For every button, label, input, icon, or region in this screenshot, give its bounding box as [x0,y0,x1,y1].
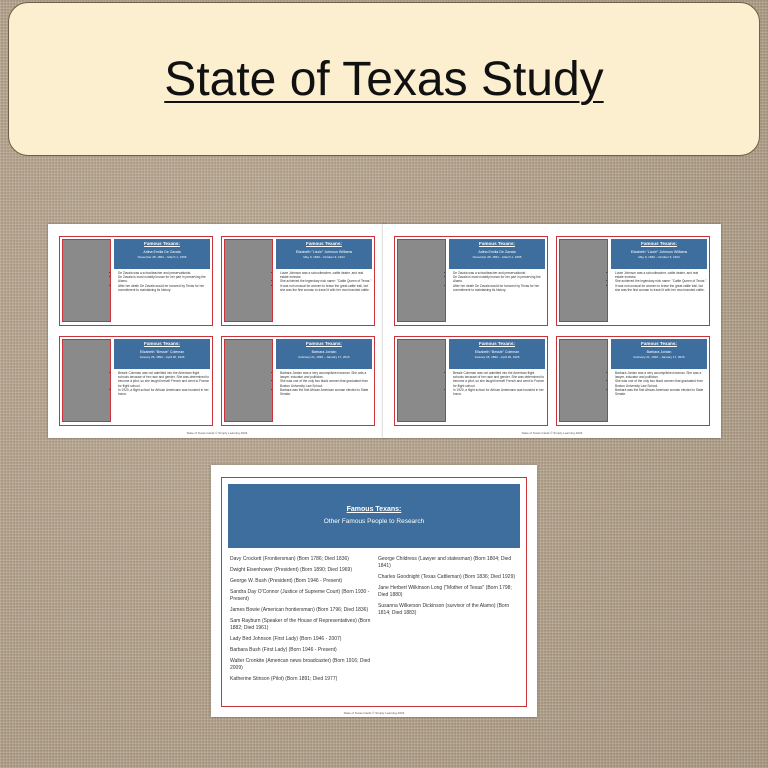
card-bullets [276,371,372,396]
card-dates: February 21, 1936 – January 17, 2016 [633,355,685,359]
research-entry: Walter Cronkite (American news broadcaster) (Born 1916; Died 2009) [230,658,371,671]
bullet: • In 1920, a flight school for African Americans was founded in her honor. [118,388,210,396]
card-header [611,339,707,369]
bullet: • De Zavala was a schoolteacher and preservationist. [118,271,210,275]
card-name: Barbara Jordan [311,350,337,354]
bullet: • After her death De Zavala would be honored by Texas for her commitment to maintaining its history. [118,284,210,292]
card-header [114,239,210,269]
portrait-photo [224,339,273,422]
card-dates: January 26, 1892 – April 30, 1926 [474,355,520,359]
research-right-column [378,556,520,687]
research-entry: Jane Herbert Wilkinson Long ("Mother of Texas" (Born 1798; Died 1880) [378,585,512,598]
research-entry: Susanna Wilkerson Dickinson (survivor of the Alamo) (Born 1814; Died 1883) [378,603,510,616]
bullet: • De Zavala was a schoolteacher and preservationist. [453,271,545,275]
card-heading: Famous Texans: [144,341,180,346]
card-lizzie-johnson [221,236,375,326]
portrait-photo [62,239,111,322]
bullet: • She achieved the legendary nick name: "Cattle Queen of Texas." [280,279,372,283]
card-lizzie-johnson [556,236,710,326]
card-bullets [449,271,545,292]
card-sheet-preview-left [48,224,386,438]
card-name: Elizabeth "Bessie" Coleman [139,350,185,354]
research-entry: Davy Crockett (Frontiersman) (Born 1786; Died 1836) [230,556,349,562]
research-entry: George Childress (Lawyer and statesman) (Born 1804; Died 1841) [378,556,512,569]
card-bullets [449,371,545,396]
card-name: Barbara Jordan [646,350,672,354]
bullet: • In 1920, a flight school for African Americans was founded in her honor. [453,388,545,396]
card-bullets [611,271,707,292]
bullet: • Barbara was the first African American woman elected to State Senate. [615,388,707,396]
card-heading: Famous Texans: [641,341,677,346]
research-left-column [230,556,372,687]
card-heading: Famous Texans: [479,241,515,246]
card-bullets [276,271,372,292]
card-bullets [114,271,210,292]
card-barbara-jordan [221,336,375,426]
bullet: • She was one of the only two black women that graduated from Boston University Law School. [280,379,372,387]
card-bullets [114,371,210,396]
bullet: • De Zavala is most notably known for her part in preserving the Alamo. [118,275,210,283]
card-header [449,239,545,269]
research-entry: James Bowie (American frontiersman) (Born 1796; Died 1836) [230,607,369,613]
title-banner [8,2,760,156]
card-dates: November 28, 1861 – March 1, 1955 [137,255,187,259]
bullet: • It was not unusual for women to brave the great cattle trail, but she was the first woman to travel it with her own branded cattle. [280,284,372,292]
bullet: • Barbara was the first African American woman elected to State Senate. [280,388,372,396]
card-dates: January 26, 1892 – April 30, 1926 [139,355,185,359]
research-sheet-preview [211,465,537,717]
card-heading: Famous Texans: [306,241,342,246]
sheet-footer: State of Texas Cards © Simply Learning 2023 [186,431,248,435]
research-card [221,477,527,707]
research-entry: George W. Bush (President) (Born 1946 - Present) [230,578,342,584]
portrait-photo [559,339,608,422]
card-de-zavala [59,236,213,326]
card-name: Adina Emilia De Zavala [143,250,181,254]
card-header [449,339,545,369]
portrait-photo [397,339,446,422]
portrait-photo [559,239,608,322]
portrait-photo [62,339,111,422]
bullet: • She achieved the legendary nick name: "Cattle Queen of Texas." [615,279,707,283]
portrait-photo [397,239,446,322]
research-header [228,484,520,548]
research-entry: Dwight Eisenhower (President) (Born 1890; Died 1969) [230,567,353,573]
research-columns [230,556,520,687]
card-header [276,239,372,269]
page-title: State of Texas Study [164,52,604,106]
card-header [276,339,372,369]
card-heading: Famous Texans: [144,241,180,246]
bullet: • Lizzie Johnson was a schoolteacher, cattle dealer, and real estate investor. [280,271,372,279]
card-header [611,239,707,269]
card-bullets [611,371,707,396]
card-de-zavala [394,236,548,326]
sheet-footer: State of Texas Cards © Simply Learning 2023 [343,711,405,715]
card-header [114,339,210,369]
card-dates: May 9, 1840 – October 9, 1924 [638,255,680,259]
bullet: • Barbara Jordan was a very accomplished woman. She was a lawyer, educator and politician. [280,371,372,379]
card-sheet-preview-right [383,224,721,438]
bullet: • Barbara Jordan was a very accomplished woman. She was a lawyer, educator and politician. [615,371,707,379]
card-bessie-coleman [59,336,213,426]
research-subheading: Other Famous People to Research [323,518,425,525]
research-entry: Charles Goodnight (Texas Cattleman) (Born 1836; Died 1929) [378,574,516,580]
card-name: Elizabeth "Lizzie" Johnson Williams [295,250,353,254]
card-name: Adina Emilia De Zavala [478,250,516,254]
research-entry: Barbara Bush (First Lady) (Born 1946 - Present) [230,647,337,653]
bullet: • Lizzie Johnson was a schoolteacher, cattle dealer, and real estate investor. [615,271,707,279]
card-heading: Famous Texans: [479,341,515,346]
card-name: Elizabeth "Lizzie" Johnson Williams [630,250,688,254]
bullet: • After her death De Zavala would be honored by Texas for her commitment to maintaining its history. [453,284,545,292]
research-entry: Sandra Day O'Connor (Justice of Supreme Court) (Born 1930 - Present) [230,589,370,602]
card-dates: February 21, 1936 – January 17, 2016 [298,355,350,359]
sheet-footer: State of Texas Cards © Simply Learning 2023 [521,431,583,435]
card-heading: Famous Texans: [641,241,677,246]
card-dates: November 28, 1861 – March 1, 1955 [472,255,522,259]
card-barbara-jordan [556,336,710,426]
card-bessie-coleman [394,336,548,426]
bullet: • Bessie Coleman was not admitted into the American flight schools because of her race and gender. She was determined to become a pilot, so she taught herself French and went to France for flight school. [118,371,210,388]
bullet: • She was one of the only two black women that graduated from Boston University Law School. [615,379,707,387]
research-heading: Famous Texans: [346,506,402,513]
bullet: • Bessie Coleman was not admitted into the American flight schools because of her race and gender. She was determined to become a pilot, so she taught herself French and went to France for flight school. [453,371,545,388]
research-entry: Lady Bird Johnson (First Lady) (Born 1946 - 2007) [230,636,342,642]
card-dates: May 9, 1840 – October 9, 1924 [303,255,345,259]
card-name: Elizabeth "Bessie" Coleman [474,350,520,354]
research-entry: Sam Rayburn (Speaker of the House of Representatives) (Born 1882; Died 1961) [230,618,371,631]
research-entry: Katherine Stinson (Pilot) (Born 1891; Died 1977) [230,676,338,682]
bullet: • It was not unusual for women to brave the great cattle trail, but she was the first woman to travel it with her own branded cattle. [615,284,707,292]
portrait-photo [224,239,273,322]
bullet: • De Zavala is most notably known for her part in preserving the Alamo. [453,275,545,283]
card-heading: Famous Texans: [306,341,342,346]
